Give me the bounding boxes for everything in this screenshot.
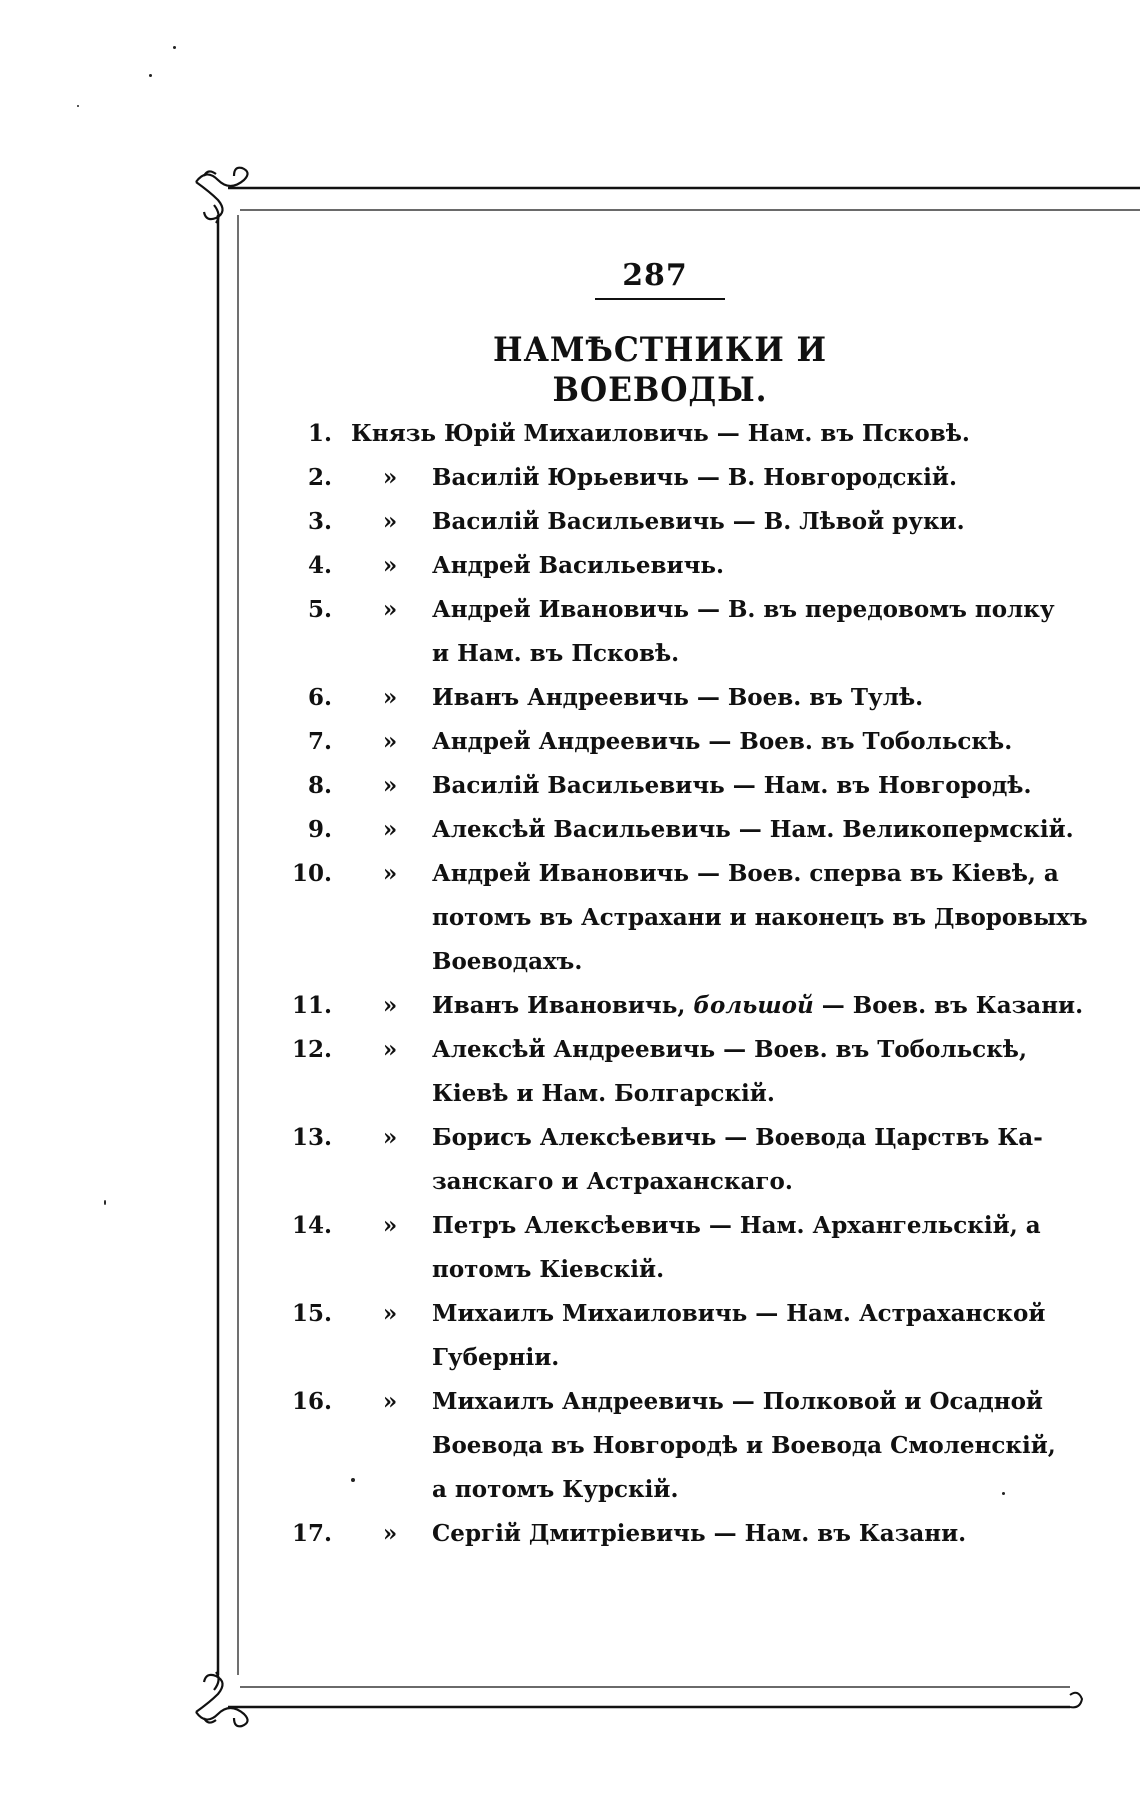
entry-text: Василій Юрьевичь — В. Новгородскій. [432,464,957,491]
entry-text: потомъ въ Астрахани и наконецъ въ Дворовыхъ [432,904,1088,931]
entry-line [0,808,1140,852]
entry-number: 11. [291,992,332,1019]
entry-text: Алексѣй Андреевичь — Воев. въ Тобольскѣ, [432,1036,1027,1063]
entry-line [0,1336,1140,1380]
entry-number: 8. [307,772,332,799]
entry-line [0,1160,1140,1204]
entry-line [0,1424,1140,1468]
entry-line [0,940,1140,984]
list-item [0,456,1140,500]
page-title: НАМѢСТНИКИ И ВОЕВОДЫ. [493,330,827,410]
list-item [0,1292,1140,1380]
ditto-mark: » [382,684,398,711]
entry-line [0,1512,1140,1556]
entry-line [0,676,1140,720]
list-item [0,544,1140,588]
frame-corner-ornament-bottom [196,1672,248,1726]
entry-text: Андрей Ивановичь — В. въ передовомъ полку [432,596,1055,623]
entry-number: 16. [291,1388,332,1415]
entry-text: Борисъ Алексѣевичь — Воевода Царствъ Ка- [432,1124,1043,1151]
entry-text: Иванъ Андреевичь — Воев. въ Тулѣ. [432,684,924,711]
list-item [0,1512,1140,1556]
entry-line [0,544,1140,588]
entry-number: 12. [291,1036,332,1063]
entry-number: 2. [307,464,332,491]
entry-list [0,412,1140,1556]
list-item [0,500,1140,544]
list-item [0,676,1140,720]
entry-text: Губерніи. [432,1344,560,1371]
entry-text: Иванъ Ивановичь, большой — Воев. въ Казани. [432,992,1084,1019]
entry-line [0,1116,1140,1160]
ditto-mark: » [382,552,398,579]
entry-number: 6. [307,684,332,711]
entry-number: 14. [291,1212,332,1239]
entry-number: 3. [307,508,332,535]
entry-text: Михаилъ Андреевичь — Полковой и Осадной [432,1388,1043,1415]
list-item [0,808,1140,852]
ditto-mark: » [382,508,398,535]
ditto-mark: » [382,816,398,843]
ditto-mark: » [382,1212,398,1239]
ditto-mark: » [382,464,398,491]
entry-text: занскаго и Астраханскаго. [432,1168,793,1195]
entry-line [0,1028,1140,1072]
entry-line [0,896,1140,940]
entry-line [0,588,1140,632]
entry-line [0,1380,1140,1424]
entry-line [0,1204,1140,1248]
entry-line [0,500,1140,544]
entry-line [0,412,1140,456]
entry-line [0,720,1140,764]
entry-number: 4. [307,552,332,579]
list-item [0,1116,1140,1204]
entry-line [0,632,1140,676]
entry-line [0,764,1140,808]
entry-text: Михаилъ Михаиловичь — Нам. Астраханской [432,1300,1046,1327]
entry-number: 10. [291,860,332,887]
entry-line [0,456,1140,500]
entry-text: Василій Васильевичь — Нам. въ Новгородѣ. [432,772,1032,799]
entry-text: Воеводахъ. [432,948,583,975]
entry-number: 9. [307,816,332,843]
print-speck [149,74,152,77]
entry-text: Воевода въ Новгородѣ и Воевода Смоленскій, [432,1432,1056,1459]
entry-text: Василій Васильевичь — В. Лѣвой руки. [432,508,965,535]
ditto-mark: » [382,1300,398,1327]
frame-corner-ornament-top [196,168,248,223]
entry-text: Андрей Андреевичь — Воев. въ Тобольскѣ. [432,728,1013,755]
entry-text: потомъ Кіевскій. [432,1256,665,1283]
entry-number: 15. [291,1300,332,1327]
entry-line [0,852,1140,896]
ditto-mark: » [382,860,398,887]
entry-text: Сергій Дмитріевичь — Нам. въ Казани. [432,1520,967,1547]
ditto-mark: » [382,1388,398,1415]
ditto-mark: » [382,596,398,623]
list-item [0,1380,1140,1512]
list-item [0,720,1140,764]
list-item [0,1028,1140,1116]
entry-number: 13. [291,1124,332,1151]
ditto-mark: » [382,728,398,755]
ditto-mark: » [382,992,398,1019]
ditto-mark: » [382,1520,398,1547]
frame-right-bracket-ornament [1070,1693,1082,1708]
entry-number: 1. [307,420,332,447]
entry-text: Кіевѣ и Нам. Болгарскій. [432,1080,775,1107]
entry-text: Андрей Васильевичь. [432,552,725,579]
entry-text: Андрей Ивановичь — Воев. сперва въ Кіевѣ, а [432,860,1059,887]
entry-text: Петръ Алексѣевичь — Нам. Архангельскій, а [432,1212,1041,1239]
entry-number: 5. [307,596,332,623]
entry-line [0,984,1140,1028]
ditto-mark: » [382,1036,398,1063]
print-speck [77,105,79,107]
entry-line [0,1468,1140,1512]
ditto-mark: » [382,772,398,799]
ditto-mark: » [382,1124,398,1151]
list-item [0,984,1140,1028]
entry-text: Алексѣй Васильевичь — Нам. Великопермскій. [432,816,1074,843]
entry-line [0,1248,1140,1292]
entry-line [0,1292,1140,1336]
entry-line [0,1072,1140,1116]
italic-word: большой [693,992,814,1019]
list-item [0,588,1140,676]
list-item [0,1204,1140,1292]
entry-number: 17. [291,1520,332,1547]
entry-text: и Нам. въ Псковѣ. [432,640,680,667]
page-number-rule [595,298,725,300]
entry-text: Князь Юрій Михаиловичь — Нам. въ Псковѣ. [351,420,970,447]
list-item [0,764,1140,808]
list-item [0,852,1140,984]
entry-text: а потомъ Курскій. [432,1476,679,1503]
page-number: 287 [622,258,688,293]
entry-number: 7. [307,728,332,755]
print-speck [173,46,176,49]
list-item [0,412,1140,456]
